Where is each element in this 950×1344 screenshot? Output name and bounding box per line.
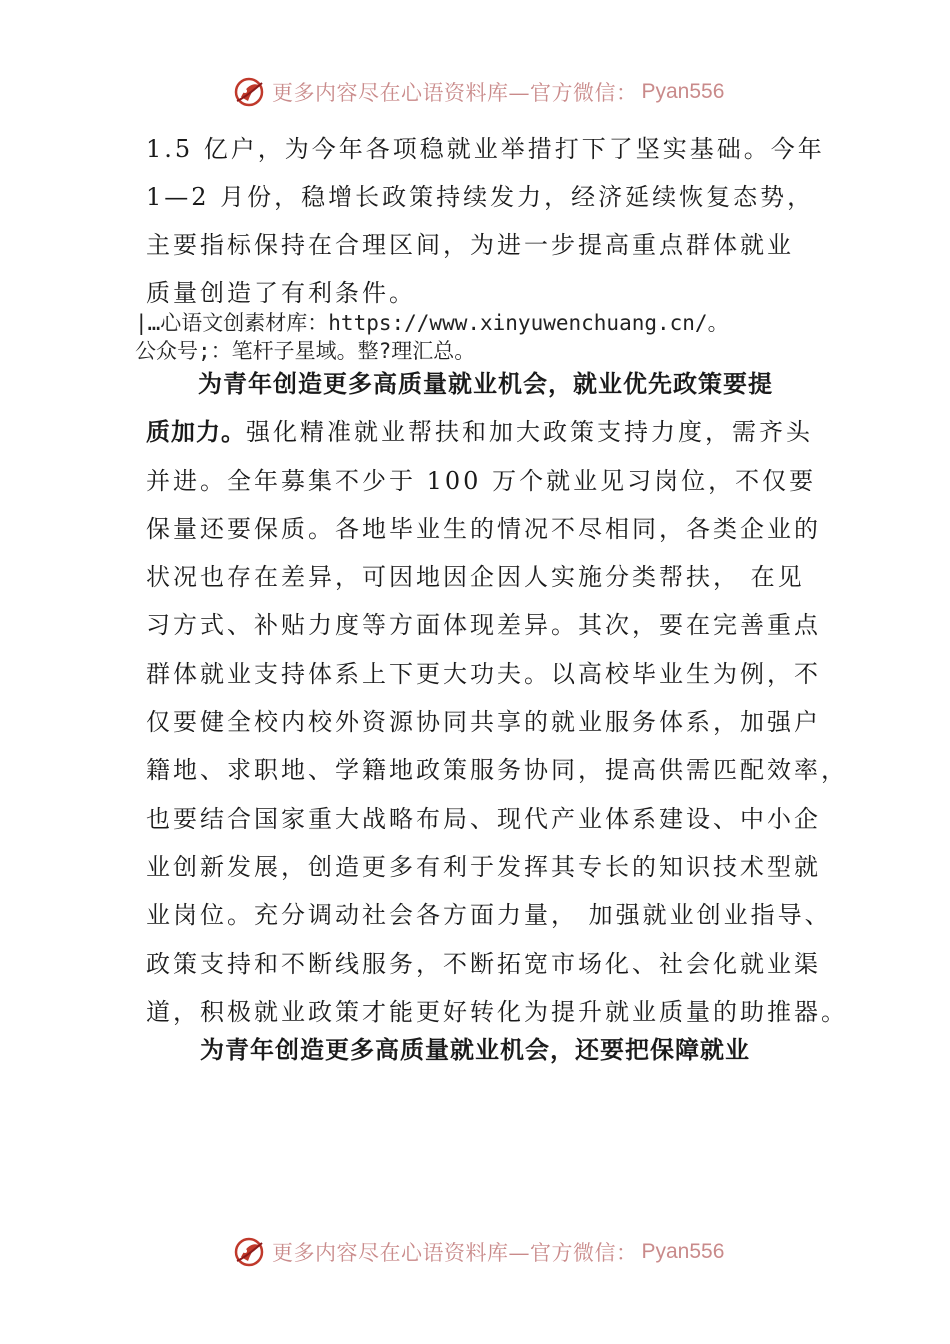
paragraph-line: 群体就业支持体系上下更大功夫。以高校毕业生为例，不 xyxy=(146,659,821,688)
source-note-line-2: 公众号;：笔杆子星域。整?理汇总。 xyxy=(135,339,476,363)
paragraph-line xyxy=(146,360,836,408)
paragraph-line: 也要结合国家重大战略布局、现代产业体系建设、中小企 xyxy=(146,804,821,833)
paragraph-1 xyxy=(146,126,836,318)
bold-lead-sentence: 为青年创造更多高质量就业机会，就业优先政策要提 xyxy=(198,371,773,398)
source-note xyxy=(135,309,855,365)
footer-banner xyxy=(232,1232,752,1272)
header-banner xyxy=(232,72,752,112)
paragraph-line: 习方式、补贴力度等方面体现差异。其次，要在完善重点 xyxy=(146,611,821,640)
banner-account: Pyan556 xyxy=(641,1240,725,1263)
banner-text: 更多内容尽在心语资料库—官方微信： xyxy=(272,81,638,105)
paragraph-line: 主要指标保持在合理区间，为进一步提高重点群体就业 xyxy=(146,231,794,259)
paragraph-line: 质量创造了有利条件。 xyxy=(146,279,416,307)
paragraph-line: 并进。全年募集不少于 100 万个就业见习岗位，不仅要 xyxy=(146,466,817,495)
paragraph-line: 仅要健全校内校外资源协同共享的就业服务体系，加强户 xyxy=(146,708,821,737)
brand-logo-icon xyxy=(232,75,266,109)
banner-text: 更多内容尽在心语资料库—官方微信： xyxy=(272,1241,638,1265)
paragraph-line: 籍地、求职地、学籍地政策服务协同，提高供需匹配效率， xyxy=(146,756,848,785)
paragraph-line: 状况也存在差异，可因地因企因人实施分类帮扶， 在见 xyxy=(146,563,805,592)
paragraph-line: 道，积极就业政策才能更好转化为提升就业质量的助推器。 xyxy=(146,997,848,1026)
paragraph-line: 政策支持和不断线服务，不断拓宽市场化、社会化就业渠 xyxy=(146,949,821,978)
bold-lead-continuation: 质加力。 xyxy=(146,419,246,447)
brand-logo-icon xyxy=(232,1235,266,1269)
paragraph-2 xyxy=(146,360,848,1036)
paragraph-line: 业创新发展，创造更多有利于发挥其专长的知识技术型就 xyxy=(146,852,821,881)
paragraph-line xyxy=(146,408,836,456)
banner-account: Pyan556 xyxy=(641,80,725,103)
paragraph-line: 1.5 亿户，为今年各项稳就业举措打下了坚实基础。今年 xyxy=(146,135,825,163)
paragraph-line: 保量还要保质。各地毕业生的情况不尽相同，各类企业的 xyxy=(146,514,821,543)
source-note-line-1: |…心语文创素材库：https://www.xinyuwenchuang.cn/。 xyxy=(135,311,729,335)
section-heading: 为青年创造更多高质量就业机会，还要把保障就业 xyxy=(200,1037,750,1064)
paragraph-text: 强化精准就业帮扶和加大政策支持力度，需齐头 xyxy=(246,418,813,447)
paragraph-line: 业岗位。充分调动社会各方面力量， 加强就业创业指导、 xyxy=(146,901,832,930)
paragraph-line: 1—2 月份，稳增长政策持续发力，经济延续恢复态势， xyxy=(146,183,815,211)
